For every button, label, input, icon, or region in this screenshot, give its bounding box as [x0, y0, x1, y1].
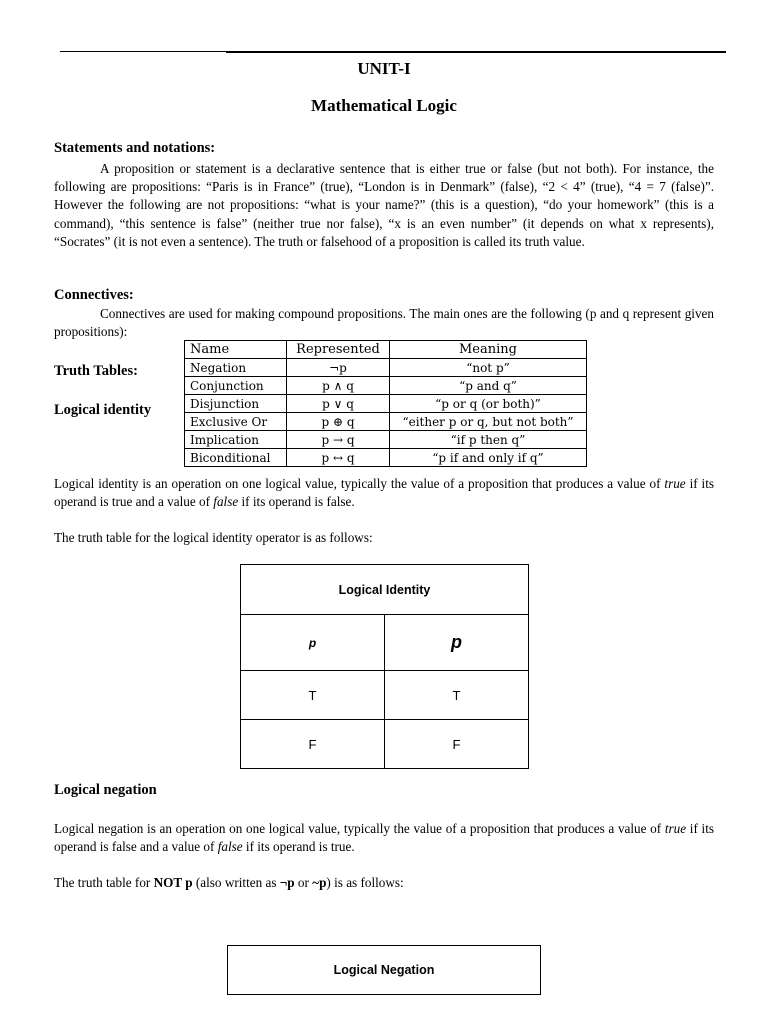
logical-identity-intro: The truth table for the logical identity operator is as follows:	[54, 530, 373, 545]
table-header-cell: p	[241, 615, 385, 671]
table-cell: “p and q”	[390, 377, 587, 395]
statements-paragraph: A proposition or statement is a declarative sentence that is either true or false (but not both). For instance, the following are propositions: “Paris is in France” (true), “London is in Denmark” (false), “2 < 4” (true), “4 = 7 (false)”. However the following are not propositions: “what is your name?” (this is a question), “do your homework” (this is a command), “this sentence is false” (neither true nor false), “x is an even number” (it depends on what x represents), “Socrates” (it is not even a sentence). The truth or falsehood of a proposition is called its truth value.	[54, 161, 714, 249]
table-cell: p ∨ q	[287, 395, 390, 413]
table-header-row	[241, 615, 529, 671]
table-row	[241, 720, 529, 769]
table-cell: Biconditional	[185, 449, 287, 467]
table-row	[185, 413, 587, 431]
table-header-cell: p	[385, 615, 529, 671]
table-cell: F	[385, 720, 529, 769]
table-cell: Negation	[185, 359, 287, 377]
table-caption-row	[228, 946, 541, 995]
table-cell: ¬p	[287, 359, 390, 377]
statements-heading: Statements and notations:	[54, 140, 216, 156]
table-row	[185, 377, 587, 395]
logical-negation-paragraph: Logical negation is an operation on one logical value, typically the value of a proposition that produces a value of true if its operand is false and a value of false if its operand is true.	[54, 821, 714, 855]
logical-identity-table	[240, 564, 529, 769]
table-row	[185, 431, 587, 449]
table-cell: “if p then q”	[390, 431, 587, 449]
table-caption: Logical Identity	[241, 565, 529, 615]
table-cell: T	[385, 671, 529, 720]
table-caption: Logical Negation	[228, 946, 541, 995]
table-cell: Exclusive Or	[185, 413, 287, 431]
table-row	[241, 671, 529, 720]
table-row	[185, 395, 587, 413]
table-cell: “not p”	[390, 359, 587, 377]
table-cell: Disjunction	[185, 395, 287, 413]
table-cell: “p if and only if q”	[390, 449, 587, 467]
table-cell: F	[241, 720, 385, 769]
table-header-cell: Name	[185, 341, 287, 359]
table-cell: p → q	[287, 431, 390, 449]
table-row	[185, 359, 587, 377]
table-cell: Implication	[185, 431, 287, 449]
connectives-paragraph: Connectives are used for making compound propositions. The main ones are the following (p and q represent given propositions):	[54, 306, 714, 340]
table-cell: “either p or q, but not both”	[390, 413, 587, 431]
table-header-cell: Meaning	[390, 341, 587, 359]
logical-negation-table	[227, 945, 541, 995]
table-cell: p ∧ q	[287, 377, 390, 395]
connectives-heading: Connectives:	[54, 287, 134, 303]
table-header-cell: Represented	[287, 341, 390, 359]
table-caption-row	[241, 565, 529, 615]
header-rule-thick	[226, 51, 726, 53]
logical-identity-heading: Logical identity	[54, 402, 152, 418]
table-cell: “p or q (or both)”	[390, 395, 587, 413]
page-title: Mathematical Logic	[311, 96, 457, 115]
table-cell: p ↔ q	[287, 449, 390, 467]
truth-tables-heading: Truth Tables:	[54, 363, 138, 379]
logical-negation-intro: The truth table for NOT p (also written as ¬p or ~p) is as follows:	[54, 875, 404, 890]
table-cell: T	[241, 671, 385, 720]
table-row	[185, 449, 587, 467]
logical-negation-heading: Logical negation	[54, 782, 157, 798]
table-cell: p ⊕ q	[287, 413, 390, 431]
logical-identity-paragraph: Logical identity is an operation on one logical value, typically the value of a proposition that produces a value of true if its operand is true and a value of false if its operand is false.	[54, 476, 715, 510]
connectives-table	[184, 340, 587, 467]
table-header-row	[185, 341, 587, 359]
unit-heading: UNIT-I	[357, 59, 411, 78]
table-cell: Conjunction	[185, 377, 287, 395]
